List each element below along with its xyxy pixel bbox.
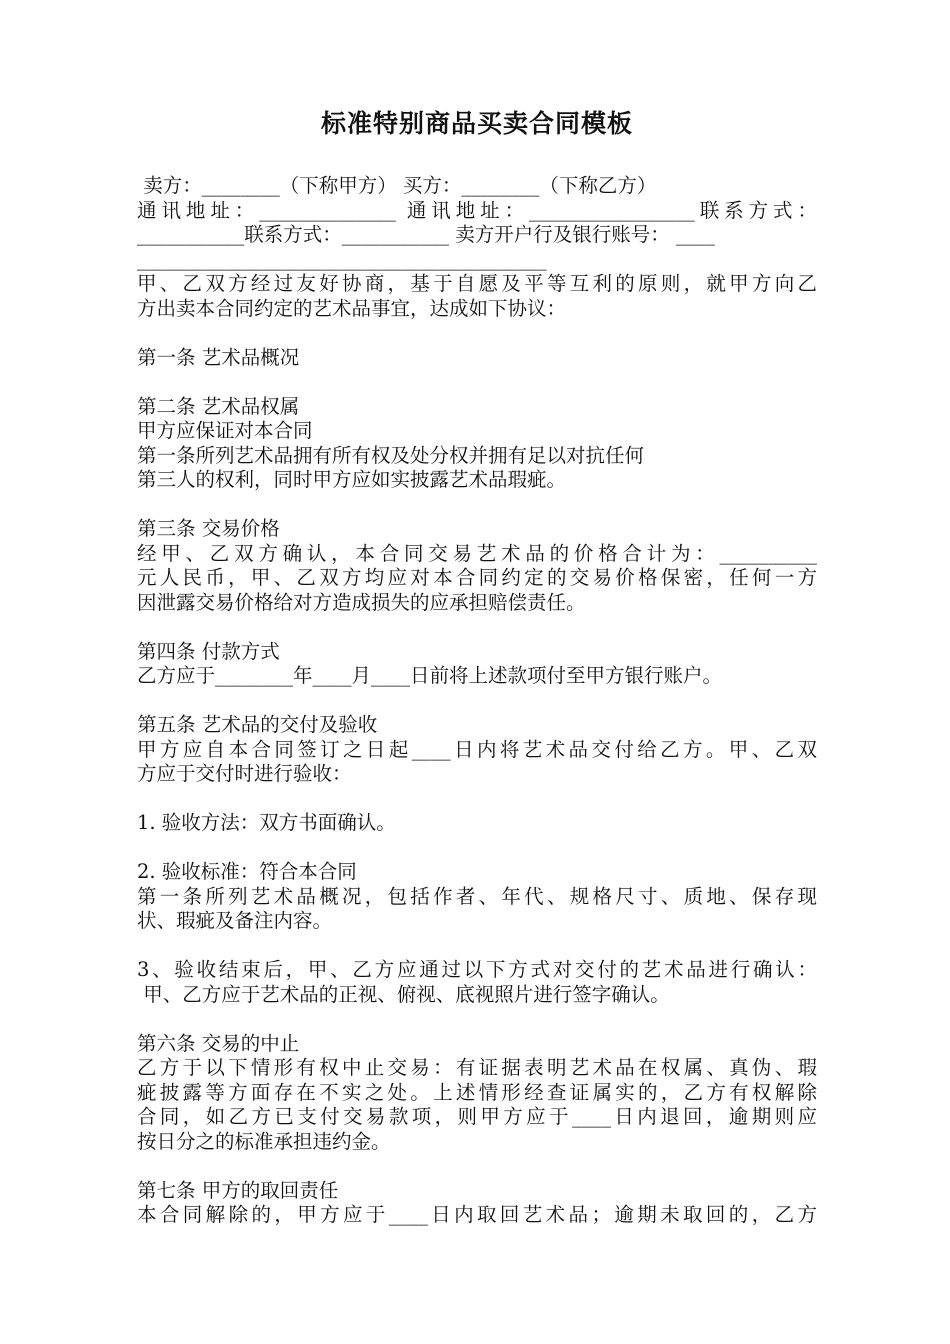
- text-line: 甲方应自本合同签订之日起____日内将艺术品交付给乙方。甲、乙双: [137, 737, 817, 761]
- text-line: 第一条所列艺术品拥有所有权及处分权并拥有足以对抗任何: [137, 443, 645, 467]
- text-line: 方出卖本合同约定的艺术品事宜，达成如下协议：: [137, 296, 567, 320]
- text-line: 因泄露交易价格给对方造成损失的应承担赔偿责任。: [137, 590, 586, 614]
- text-line: 甲、乙方应于艺术品的正视、俯视、底视照片进行签字确认。: [137, 982, 670, 1006]
- text-line: 第三条 交易价格: [137, 517, 280, 540]
- text-line: 第三人的权利，同时甲方应如实披露艺术品瑕疵。: [137, 468, 567, 491]
- text-line: 第六条 交易的中止: [137, 1031, 300, 1055]
- text-line: 第二条 艺术品权属: [137, 394, 300, 418]
- text-line: 按日分之的标准承担违约金。: [137, 1129, 391, 1153]
- text-line: 第一条 艺术品概况: [137, 345, 300, 369]
- text-line: 合同，如乙方已支付交易款项，则甲方应于____日内退回，逾期则应: [137, 1105, 817, 1128]
- text-line: 通讯地址：______________ 通讯地址：_________________联系方式：: [137, 198, 817, 222]
- text-line: 本合同解除的，甲方应于____日内取回艺术品；逾期未取回的，乙方: [137, 1203, 817, 1226]
- text-line: 第一条所列艺术品概况，包括作者、年代、规格尺寸、质地、保存现: [137, 884, 817, 908]
- text-line: __________________________________________: [137, 247, 547, 271]
- document-body: [137, 174, 817, 1228]
- blank-line: [137, 689, 817, 714]
- blank-line: [137, 934, 817, 959]
- blank-line: [137, 493, 817, 518]
- blank-line: [137, 787, 817, 812]
- blank-line: [137, 1154, 817, 1179]
- blank-line: [137, 321, 817, 346]
- blank-line: [137, 1007, 817, 1032]
- text-line: 乙方于以下情形有权中止交易：有证据表明艺术品在权属、真伪、瑕: [137, 1056, 817, 1079]
- text-line: 卖方：________（下称甲方） 买方：________（下称乙方）: [137, 174, 657, 197]
- text-line: ___________联系方式：___________ 卖方开户行及银行账号： ____: [137, 223, 715, 246]
- text-line: 方应于交付时进行验收：: [137, 762, 352, 785]
- text-line: 乙方应于________年____月____日前将上述款项付至甲方银行账户。: [137, 664, 723, 687]
- text-line: 第五条 艺术品的交付及验收: [137, 713, 378, 736]
- text-line: 甲、乙双方经过友好协商，基于自愿及平等互利的原则，就甲方向乙: [137, 272, 817, 295]
- blank-line: [137, 836, 817, 861]
- text-line: 2. 验收标准：符合本合同: [137, 860, 357, 883]
- text-line: 疵披露等方面存在不实之处。上述情形经查证属实的，乙方有权解除: [137, 1080, 817, 1104]
- text-line: 经甲、乙双方确认，本合同交易艺术品的价格合计为：__________: [137, 541, 817, 565]
- blank-line: [137, 370, 817, 395]
- blank-line: [137, 615, 817, 640]
- text-line: 元人民币，甲、乙双方均应对本合同约定的交易价格保密，任何一方: [137, 566, 817, 589]
- text-line: 甲方应保证对本合同: [137, 419, 313, 442]
- document-title: 标准特别商品买卖合同模板: [320, 109, 633, 138]
- text-line: 3、验收结束后，甲、乙方应通过以下方式对交付的艺术品进行确认：: [137, 958, 817, 981]
- text-line: 第七条 甲方的取回责任: [137, 1178, 339, 1202]
- text-line: 状、瑕疵及备注内容。: [137, 909, 333, 932]
- text-line: 1. 验收方法：双方书面确认。: [137, 811, 396, 834]
- text-line: 第四条 付款方式: [137, 639, 280, 663]
